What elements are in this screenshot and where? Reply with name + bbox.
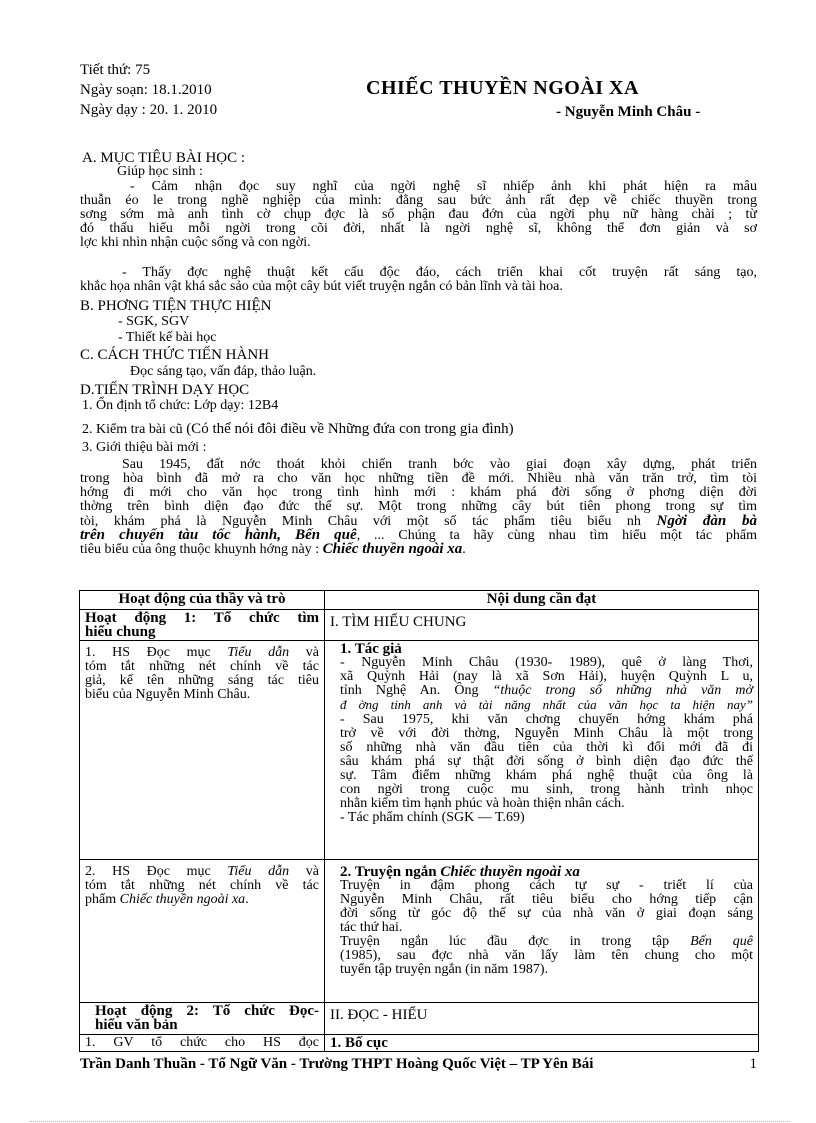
section-2-title: II. ĐỌC - HIỂU bbox=[325, 1003, 759, 1035]
text-line: Hoạt động 1: Tổ chức tìm bbox=[85, 610, 319, 626]
text-line: lợc khi nhìn nhận cuộc sống và con ngời. bbox=[80, 235, 311, 250]
italic-term: Tiểu dẫn bbox=[227, 645, 290, 660]
text-line: - Nguyễn Minh Châu (1930- 1989), quê ở làng Thơi, bbox=[340, 655, 753, 670]
activity-1-title bbox=[80, 610, 325, 641]
text-line: 1. HS Đọc mục Tiểu dẫn và bbox=[85, 645, 320, 660]
text-segment: tiêu biểu của ông thuộc khuynh hớng này : bbox=[80, 542, 320, 557]
section-c-heading: C. CÁCH THỨC TIẾN HÀNH bbox=[80, 347, 270, 363]
section-d-heading: D.TIẾN TRÌNH DẠY HỌC bbox=[80, 382, 250, 398]
text-line: giả, kể tên những sáng tác tiêu bbox=[85, 673, 319, 688]
table-row bbox=[80, 1003, 759, 1035]
text-line: trong hòa bình đã mở ra cho văn học những tiền đề mới. Nhiều nhà văn trăn trở, tìm tòi bbox=[80, 471, 757, 486]
text-segment: Truyện ngắn lúc đầu đợc in trong tập bbox=[340, 934, 670, 949]
date-prepared: Ngày soạn: 18.1.2010 bbox=[80, 82, 212, 98]
section-d-item-2-label: 2. Kiểm tra bài cũ bbox=[82, 422, 183, 437]
text-line: hiểu chung bbox=[85, 624, 156, 640]
page-title: CHIẾC THUYỀN NGOÀI XA bbox=[366, 77, 639, 99]
table-row bbox=[80, 1035, 759, 1052]
author-name: - Nguyễn Minh Châu - bbox=[556, 104, 701, 120]
text-line: sự. Tâm điểm những khám phá nghệ thuật của ông là bbox=[340, 768, 753, 783]
date-taught: Ngày dạy : 20. 1. 2010 bbox=[80, 102, 218, 118]
text-line: trở về với đời thờng, Nguyễn Minh Châu là một trong bbox=[340, 726, 753, 741]
text-line: xã Quỳnh Hải (nay là xã Sơn Hải), huyện Quỳnh L u, bbox=[340, 669, 753, 684]
text-line: tuyển tập truyện ngắn (in năm 1987). bbox=[340, 962, 549, 977]
section-b-item: - Thiết kế bài học bbox=[118, 330, 217, 345]
section-1-title: I. TÌM HIỂU CHUNG bbox=[325, 610, 759, 641]
lesson-table bbox=[79, 590, 759, 1052]
text-line bbox=[80, 528, 757, 542]
page-number: 1 bbox=[749, 1056, 757, 1072]
row-1-left bbox=[80, 641, 325, 860]
text-line bbox=[80, 514, 757, 528]
section-d-item-2 bbox=[82, 422, 514, 437]
quote-text: đ ờng tinh anh và tài năng nhất của văn học ta hiện nay” bbox=[340, 697, 753, 712]
text-line: phẩm Chiếc thuyền ngoài xa. bbox=[85, 892, 249, 907]
quote-text: “thuộc trong số những nhà văn mở bbox=[492, 683, 754, 698]
work-title: Ngời đàn bà bbox=[656, 513, 758, 529]
text-segment: tỉnh Nghệ An. Ông bbox=[340, 683, 479, 698]
text-line bbox=[80, 542, 757, 556]
text-line: đó thấu hiểu mỗi ngời trong cõi đời, nhất là ngời nghệ sĩ, không thể đơn giản và sơ bbox=[80, 221, 757, 236]
text-line: khắc họa nhân vật khá sắc sảo của một cây bút viết truyện ngắn có bản lĩnh và tài hoa. bbox=[80, 279, 563, 294]
work-title: trên chuyến tàu tốc hành, Bến quê bbox=[80, 527, 357, 543]
text-line bbox=[340, 698, 753, 713]
section-a-paragraph-1 bbox=[80, 180, 757, 250]
text-line: 1. GV tổ chức cho HS đọc bbox=[85, 1035, 319, 1050]
text-line: sơng sớm mà anh tình cờ chụp đợc là số phận đau đớn của ngời phụ nữ hàng chài ; từ bbox=[80, 207, 757, 222]
table-row bbox=[80, 641, 759, 860]
col-header-activities: Hoạt động của thầy và trò bbox=[80, 591, 325, 610]
row-2-right bbox=[325, 860, 759, 1003]
text-line: Hoạt động 2: Tổ chức Đọc- bbox=[95, 1003, 319, 1019]
text-line: Truyện in đậm phong cách tự sự - triết lí của bbox=[340, 878, 753, 893]
text-line: 2. HS Đọc mục Tiểu dẫn và bbox=[85, 864, 320, 879]
text-line: tóm tắt những nét chính về tác bbox=[85, 878, 319, 893]
table-header-row bbox=[80, 591, 759, 610]
section-b-item: - SGK, SGV bbox=[118, 314, 190, 329]
text-line: thờng trên bình diện đạo đức thế sự. Một trong những cây bút tiên phong trong sự tìm bbox=[80, 499, 757, 514]
text-segment: , ... Chúng ta hãy cùng nhau tìm hiểu một tác phẩm bbox=[356, 528, 758, 543]
table-row bbox=[80, 860, 759, 1003]
page-footer bbox=[80, 1056, 760, 1073]
text-line: số những nhà văn đầu tiên của thời kì đổi mới đã đi bbox=[340, 740, 753, 755]
text-line: tóm tắt những nét chính về tác bbox=[85, 659, 319, 674]
row-2-left bbox=[80, 860, 325, 1003]
section-b-heading: B. PHƠNG TIỆN THỰC HIỆN bbox=[80, 298, 272, 314]
row-3-left bbox=[80, 1035, 325, 1052]
text-line: Sau 1945, đất nớc thoát khỏi chiến tranh bớc vào giai đoạn xây dựng, phát triển bbox=[122, 457, 757, 472]
text-line: biểu của Nguyễn Minh Châu. bbox=[85, 687, 251, 702]
text-line: nhằn kiếm tìm hạnh phúc và hoàn thiện nhân cách. bbox=[340, 796, 625, 811]
text-line: - Cảm nhận đọc suy nghĩ của ngời nghệ sĩ nhiếp ảnh khi phát hiện ra mâu bbox=[130, 179, 757, 194]
row-3-right: 1. Bố cục bbox=[325, 1035, 759, 1052]
intro-paragraph bbox=[80, 458, 757, 556]
work-title: Chiếc thuyền ngoài xa bbox=[440, 864, 580, 880]
text-line: thuẫn éo le trong nghề nghiệp của mình: đằng sau bức ảnh rất đẹp về chiếc thuyền trong bbox=[80, 193, 757, 208]
text-segment: tòi, khám phá là Nguyễn Minh Châu với một số tác phẩm tiêu biểu nh bbox=[80, 514, 641, 529]
italic-term: Tiểu dẫn bbox=[227, 864, 290, 879]
text-line: sâu khám phá sự thật đời sống ở bình diện đạo đức thế bbox=[340, 754, 753, 769]
section-d-item-2-text: (Có thể nói đôi điều về Những đứa con trong gia đình) bbox=[186, 421, 514, 437]
italic-term: Chiếc thuyền ngoài xa bbox=[119, 892, 246, 907]
text-line: - Sau 1975, khi văn chơng chuyển hớng khám phá bbox=[340, 712, 753, 727]
activity-2-title bbox=[80, 1003, 325, 1035]
text-segment: . bbox=[462, 542, 466, 557]
text-line: tác thứ hai. bbox=[340, 920, 403, 935]
work-title: Bến quê bbox=[690, 934, 754, 949]
text-line: Nguyễn Minh Châu, rất tiêu biểu cho hớng tiếp cận bbox=[340, 892, 753, 907]
subsection-heading: 1. Tác giả bbox=[340, 641, 402, 657]
text-line: con ngời trong cuộc mu sinh, trong hành trình nhọc bbox=[340, 782, 753, 797]
section-a-heading: A. MỤC TIÊU BÀI HỌC : bbox=[82, 150, 246, 166]
page-bottom-divider bbox=[30, 1121, 790, 1122]
text-line: hiểu văn bản bbox=[95, 1017, 178, 1033]
text-line: đời sống từ góc độ thế sự của nhà văn ở giai đoạn sáng bbox=[340, 906, 753, 921]
text-line bbox=[340, 684, 753, 698]
footer-author: Trần Danh Thuần bbox=[80, 1056, 197, 1072]
section-d-item-1: 1. Ổn định tổ chức: Lớp dạy: 12B4 bbox=[82, 398, 279, 413]
text-line bbox=[340, 935, 753, 949]
text-line: - Thấy đợc nghệ thuật kết cấu độc đáo, cách triển khai cốt truyện rất sáng tạo, bbox=[122, 265, 757, 280]
subsection-heading bbox=[340, 865, 753, 879]
footer-text: - Tổ Ngữ Văn - Trường THPT Hoàng Quốc Việt – TP Yên Bái bbox=[196, 1056, 594, 1072]
text-line: - Tác phẩm chính (SGK — T.69) bbox=[340, 810, 525, 825]
section-a-paragraph-2 bbox=[80, 266, 757, 294]
lesson-number: Tiết thứ: 75 bbox=[80, 62, 151, 78]
work-title: Chiếc thuyền ngoài xa bbox=[322, 541, 463, 557]
section-a-sub: Giúp học sinh : bbox=[117, 164, 203, 179]
section-d-item-3: 3. Giới thiệu bài mới : bbox=[82, 440, 207, 455]
col-header-content: Nội dung cần đạt bbox=[325, 591, 759, 610]
section-c-text: Đọc sáng tạo, vấn đáp, thảo luận. bbox=[130, 364, 317, 379]
row-1-right bbox=[325, 641, 759, 860]
text-line: hớng đi mới cho văn học trong tình hình mới : khám phá đời sống ở phơng diện đời bbox=[80, 485, 757, 500]
table-row bbox=[80, 610, 759, 641]
text-line: (1985), sau đợc nhà văn lấy làm tên chung cho một bbox=[340, 948, 753, 963]
heading-text: 2. Truyện ngắn bbox=[340, 864, 437, 880]
